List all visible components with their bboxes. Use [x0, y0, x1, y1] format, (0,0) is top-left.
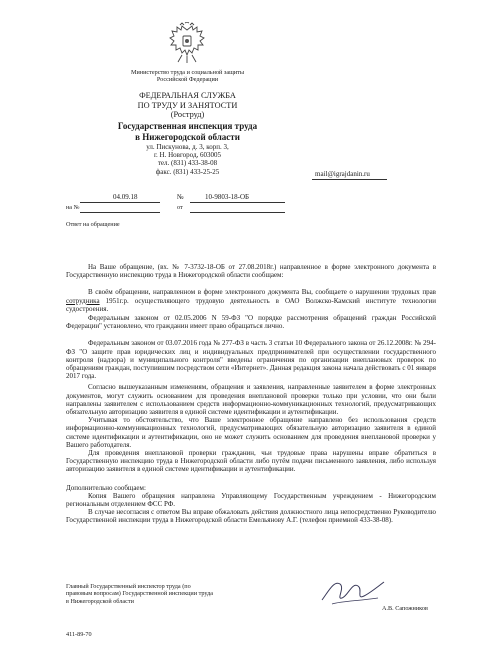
footer-code: 411-89-70 [66, 631, 92, 638]
underlined-word: сотрудника [66, 296, 100, 305]
paragraph-9: В случае несогласия с ответом Вы вправе обжаловать действия должностного лица непосредственно Руководителю Государственной инспекции труда в Нижегородской области Емельянову А.Г. (телефон приемной 433-38-08). [66, 508, 436, 525]
reply-label: Ответ на обращение [66, 221, 120, 228]
outgoing-number: 10-9803-18-ОБ [205, 193, 250, 201]
inspection-name: Государственная инспекция труда в Нижегородской области [117, 121, 258, 142]
paragraph-8: Копия Вашего обращения направлена Управляющему Государственным учреждением - Нижегородским региональным отделением ФСС РФ. [66, 491, 436, 509]
paragraph-3: Федеральным законом от 02.05.2006 N 59-ФЗ "О порядке рассмотрения обращений граждан Российской Федерации" установлено, что гражданин имеет право обращаться лично. [66, 314, 436, 331]
additional-title: Дополнительно сообщаем: [66, 483, 146, 492]
paragraph-6: Учитывая то обстоятельство, что Ваше электронное обращение направлено без использования средств информационно-коммуникационных технологий, предусматривающих обязательную авторизацию заявителя в единой системе идентификации и аутентификации, оно не может служить основанием для проведения внеплановой проверки у Вашего работодателя. [66, 416, 436, 449]
outgoing-date: 04.09.18 [113, 193, 138, 201]
coat-of-arms-emblem [168, 22, 206, 66]
recipient-line [312, 179, 387, 180]
handwritten-signature [318, 574, 388, 608]
paragraph-4: Федеральным законом от 03.07.2016 года № 277-ФЗ в часть 3 статьи 10 Федерального закона от 26.12.2008г. № 294-ФЗ "О защите прав юридических лиц и индивидуальных предпринимателей при осуществлении государственного контроля (надзора) и муниципального контроля" введены ограничения по организации внеплановых проверок по обращениям граждан, поступившим посредством сети «Интернет». Данная редакция закона начала действовать с 01 января 2017 года. [66, 339, 436, 381]
on-number-label: на № [66, 204, 80, 211]
paragraph-1: На Ваше обращение, (вх. № 7-3732-18-ОБ от 27.08.2018г.) направленное в форме электронного документа в Государственную инспекцию труда в Нижегородской области сообщаем: [66, 263, 436, 280]
recipient-email: mail@igrajdanin.ru [315, 170, 370, 178]
letter-body [66, 263, 436, 525]
paragraph-2: В своём обращении, направленном в форме электронного документа Вы, сообщаете о нарушении трудовых прав сотрудника 1951г.р. осуществляющего трудовую деятельность в ОАО Волжско-Камский институте технологии судостроения. [66, 288, 437, 313]
ministry-name: Министерство труда и социальной защиты Российской Федерации [130, 69, 245, 84]
paragraph-7: Для проведения внеплановой проверки гражданин, чьи трудовые права нарушены вправе обратиться в Государственную инспекцию труда в Нижегородской области либо путём подачи письменного заявления, либо используя авторизацию заявителя в единой системе идентификации и аутентификации. [66, 449, 436, 474]
service-name: ФЕДЕРАЛЬНАЯ СЛУЖБА ПО ТРУДУ И ЗАНЯТОСТИ (Роструд) [137, 91, 238, 120]
from-label: от [177, 204, 183, 211]
sender-address: ул. Пискунова, д. 3, корп. 3, г. Н. Новгород, 603005 тел. (831) 433-38-08 факс. (831) 433-25-25 [146, 143, 229, 176]
outgoing-no-sign: № [177, 193, 184, 201]
paragraph-5: Согласно вышеуказанным изменениям, обращения и заявления, направленные заявителем в форме электронных документов, могут служить основанием для проведения внеплановой проверки только при условии, что они были направлены заявителем с использованием средств информационно-коммуникационных технологий, предусматривающих обязательную авторизацию заявителя в единой системе идентификации и аутентификации. [66, 383, 436, 417]
signatory-name: А.В. Сапожников [382, 605, 428, 612]
signatory-position: Главный Государственный инспектор труда (по правовым вопросам) Государственной инспекции труда в Нижегородской области [66, 583, 213, 605]
